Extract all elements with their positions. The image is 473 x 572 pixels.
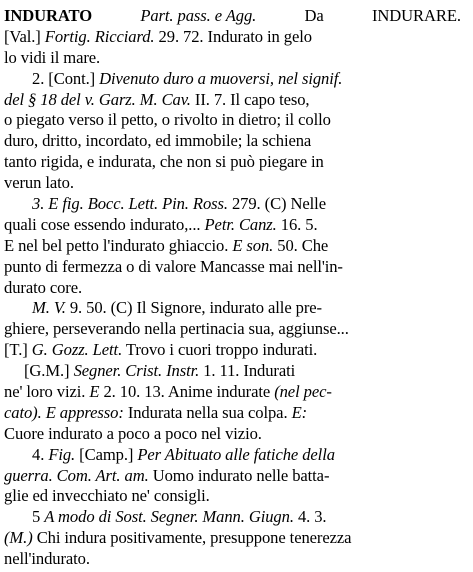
quote: nell'indurato. <box>4 549 90 569</box>
etymology: INDURARE. <box>371 6 461 25</box>
tag: [Val.] <box>4 26 41 46</box>
citation: del § 18 del v. Garz. M. Cav. <box>4 89 191 109</box>
citation: 3. E fig. Bocc. Lett. Pin. Ross. <box>32 194 228 214</box>
quote: tanto rigida, e indurata, che non si può piegare in <box>4 152 324 172</box>
text-line <box>4 90 461 111</box>
quote: glie ed invecchiato ne' consigli. <box>4 486 210 506</box>
quote: ghiere, perseverando nella pertinacia sua, aggiunse... <box>4 319 349 339</box>
quote: durato core. <box>4 277 83 297</box>
text-line <box>4 528 461 549</box>
text-line <box>4 403 461 424</box>
citation: E son. <box>232 235 274 255</box>
text-line <box>4 382 461 403</box>
text-line <box>4 340 461 361</box>
text-line <box>4 424 461 445</box>
sense-number: 2. [Cont.] <box>32 68 96 88</box>
citation: E: <box>291 402 308 422</box>
text-line <box>4 549 461 570</box>
tag: [G.M.] <box>24 361 70 381</box>
citation: G. Gozz. Lett. <box>31 340 123 360</box>
text-line <box>4 173 461 194</box>
text-line <box>4 152 461 173</box>
text-line <box>4 215 461 236</box>
da-label: Da <box>304 6 324 25</box>
citation: E appresso: <box>45 402 124 422</box>
sense-5-line <box>4 507 461 528</box>
definition: Per Abituato alle fatiche della <box>137 444 335 464</box>
entry-header <box>4 6 461 27</box>
headword: INDURATO <box>4 6 93 25</box>
quote: II. 7. Il capo teso, <box>194 89 310 109</box>
citation: Segner. Crist. Instr. <box>73 361 200 381</box>
tag: (M.) <box>4 528 33 548</box>
quote: ne' loro vizi. <box>4 382 86 402</box>
definition: Divenuto duro a muoversi, nel signif. <box>99 68 343 88</box>
text-line <box>4 319 461 340</box>
citation: M. V. <box>32 298 66 318</box>
text-line <box>4 257 461 278</box>
quote: Trovo i cuori troppo indurati. <box>125 340 318 360</box>
text-line <box>4 27 461 48</box>
text-line <box>4 236 461 257</box>
citation: Petr. Canz. <box>204 214 277 234</box>
citation: E <box>89 382 100 402</box>
text-line <box>4 298 461 319</box>
text-line <box>4 361 461 382</box>
citation: guerra. Com. Art. am. <box>4 465 149 485</box>
text-line <box>4 486 461 507</box>
text-line <box>4 48 461 69</box>
quote: verun lato. <box>4 173 74 193</box>
label: Fig. <box>48 444 76 464</box>
text-line <box>4 131 461 152</box>
quote: 279. (C) Nelle <box>231 194 326 214</box>
citation: A modo di Sost. Segner. Mann. Giugn. <box>44 507 294 527</box>
quote: Indurata nella sua colpa. <box>127 402 288 422</box>
quote: o piegato verso il petto, o rivolto in dietro; il collo <box>4 110 331 130</box>
quote: 9. 50. (C) Il Signore, indurato alle pre- <box>69 298 322 318</box>
quote: 16. 5. <box>280 214 318 234</box>
quote: E nel bel petto l'indurato ghiaccio. <box>4 235 229 255</box>
quote: (nel pec- <box>274 382 332 402</box>
quote: 4. 3. <box>297 507 327 527</box>
grammar-label: Part. pass. e Agg. <box>140 6 257 25</box>
quote: quali cose essendo indurato,... <box>4 214 201 234</box>
sense-number: 5 <box>32 507 41 527</box>
quote: Chi indura positivamente, presuppone tenerezza <box>36 528 352 548</box>
text-line <box>4 278 461 299</box>
quote: 29. 72. Indurato in gelo <box>158 26 312 46</box>
quote: Uomo indurato nelle batta- <box>152 465 330 485</box>
quote: cato). <box>4 402 42 422</box>
quote: 50. Che <box>277 235 329 255</box>
tag: [T.] <box>4 340 28 360</box>
text-line <box>4 466 461 487</box>
tag: [Camp.] <box>79 444 134 464</box>
citation: Fortig. Ricciard. <box>44 26 155 46</box>
quote: 1. 11. Indurati <box>203 361 296 381</box>
quote: lo vidi il mare. <box>4 47 101 67</box>
sense-2-line <box>4 69 461 90</box>
quote: 2. 10. 13. Anime indurate <box>103 382 271 402</box>
sense-number: 4. <box>32 444 45 464</box>
text-line <box>4 110 461 131</box>
sense-4-line <box>4 445 461 466</box>
sense-3-line <box>4 194 461 215</box>
quote: Cuore indurato a poco a poco nel vizio. <box>4 423 262 443</box>
quote: punto di fermezza o di valore Mancasse mai nell'in- <box>4 256 343 276</box>
quote: duro, dritto, incordato, ed immobile; la schiena <box>4 131 312 151</box>
